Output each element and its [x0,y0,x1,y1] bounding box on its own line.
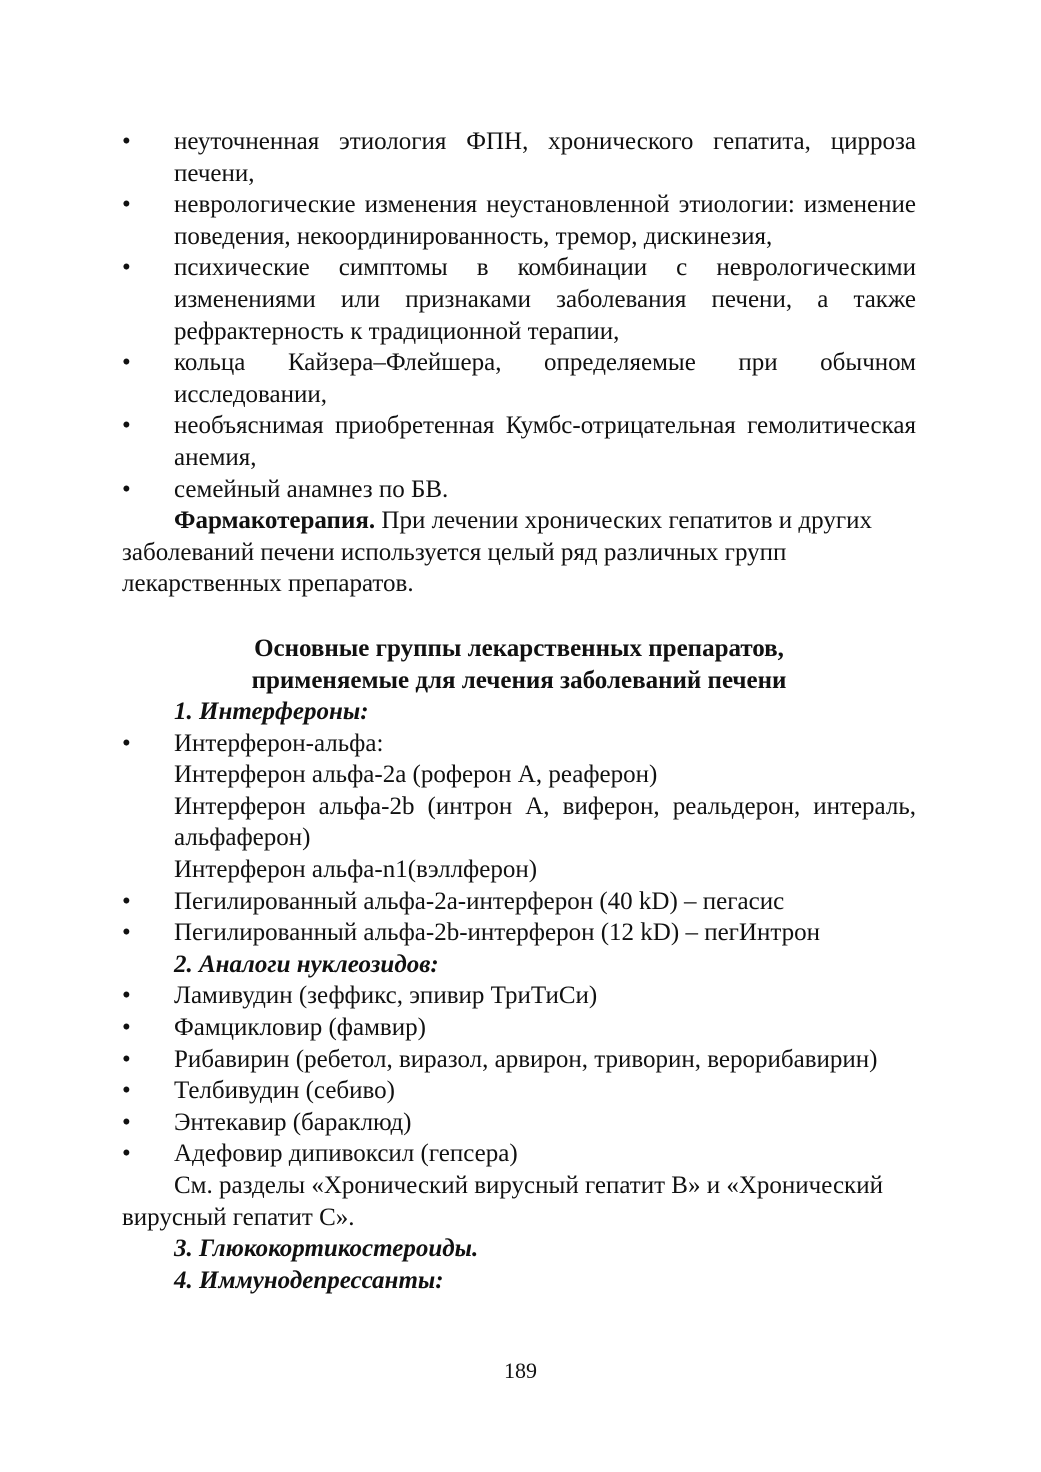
list-item-text: Рибавирин (ребетол, виразол, арвирон, триворин, верорибавирин) [174,1045,878,1073]
bullet-icon: • [122,254,131,282]
pharmacotherapy-paragraph [122,505,916,600]
list-item [122,410,916,473]
bullet-icon: • [122,349,131,377]
bullet-icon: • [122,982,131,1010]
section-heading-line: применяемые для лечения заболеваний печени [251,666,787,694]
sub-item: Интерферон альфа-2a (роферон А, реаферон) [174,761,658,789]
bullet-icon: • [122,128,131,155]
bullet-icon: • [122,1014,131,1042]
list-item [122,347,916,410]
list-item-text: Телбивудин (себиво) [174,1077,395,1105]
list-item-text: психические симптомы в комбинации с неврологическими изменениями или признаками заболевания печени, а также рефрактерность к традиционной терапии, [174,254,916,345]
list-item-text: Пегилированный альфа-2а-интерферон (40 kD) – пегасис [174,887,785,915]
list-item-text: Адефовир дипивоксил (гепсера) [174,1140,518,1168]
list-item-text: Интерферон-альфа: [174,729,384,757]
bullet-icon: • [122,919,131,947]
bullet-icon: • [122,1045,131,1073]
list-item [122,189,916,252]
cross-reference-note: См. разделы «Хронический вирусный гепатит В» и «Хронический вирусный гепатит С». [122,1172,883,1231]
bullet-icon: • [122,1140,131,1168]
list-item [122,1044,886,1076]
subheading-nucleoside-analogs: 2. Аналоги нуклеозидов: [174,950,439,978]
list-item-text: кольца Кайзера–Флейшера, определяемые при обычном исследовании, [174,349,916,408]
pharmacotherapy-lead: Фармакотерапия. [174,507,376,535]
bullet-icon: • [122,191,131,219]
list-item-text: неврологические изменения неустановленной этиологии: изменение поведения, некоординированность, тремор, дискинезия, [174,191,916,250]
list-item-text: неуточненная этиология ФПН, хронического гепатита, цирроза печени, [174,128,916,187]
list-item [122,917,916,949]
list-item [122,126,916,189]
list-item [122,474,916,506]
list-item [122,1075,916,1107]
list-item-text: необъяснимая приобретенная Кумбс-отрицательная гемолитическая анемия, [174,412,916,471]
bullet-icon: • [122,412,131,440]
bullet-icon: • [122,887,131,915]
list-item-text: Ламивудин (зеффикс, эпивир ТриТиСи) [174,982,598,1010]
list-item [122,1012,916,1044]
section-heading [122,633,916,696]
bullet-icon: • [122,729,131,757]
section-heading-line: Основные группы лекарственных препаратов, [254,634,784,662]
page-content [122,126,916,1296]
bullet-icon: • [122,475,131,503]
list-item [122,728,916,760]
list-item [122,1138,916,1170]
list-item-text: Фамцикловир (фамвир) [174,1014,426,1042]
criteria-list [122,126,916,505]
sub-item: Интерферон альфа-2b (интрон А, виферон, реальдерон, интераль, альфаферон) [174,792,916,852]
page-number: 189 [504,1358,537,1383]
pharmacotherapy-text: При лечении хронических гепатитов и других заболеваний печени используется целый ряд различных групп лекарственных препаратов. [122,507,872,598]
sub-item: Интерферон альфа-n1(вэллферон) [174,856,538,884]
bullet-icon: • [122,1077,131,1105]
list-item [122,1107,916,1139]
list-item [122,252,916,347]
list-item [122,980,916,1012]
list-item [122,886,916,918]
list-item-text: семейный анамнез по БВ. [174,475,449,503]
subheading-glucocorticosteroids: 3. Глюкокортикостероиды. [174,1235,479,1263]
list-item-text: Пегилированный альфа-2b-интерферон (12 kD) – пегИнтрон [174,919,820,947]
bullet-icon: • [122,1108,131,1136]
subheading-immunosuppressants: 4. Иммунодепрессанты: [174,1266,444,1294]
list-item-text: Энтекавир (бараклюд) [174,1108,412,1136]
subheading-interferons: 1. Интерфероны: [174,698,369,726]
